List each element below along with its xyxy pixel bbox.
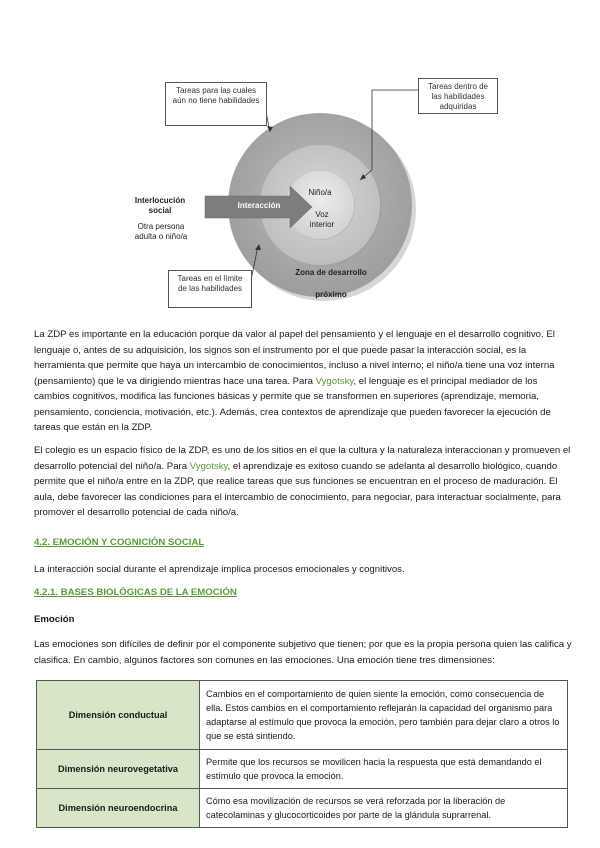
zone-label-line1: Zona de desarrollo: [295, 268, 367, 277]
callout-limit-tasks: Tareas en el límite de las habilidades: [168, 270, 252, 308]
zdp-diagram: [0, 70, 600, 320]
emotion-dimensions-table: [36, 680, 568, 828]
zone-label-line2: próximo: [315, 290, 347, 299]
interlocution-subtitle: Otra persona adulta o niño/a: [134, 222, 188, 241]
child-label: Niño/a: [308, 188, 332, 197]
paragraph-school-zdp-text-b: , el aprendizaje es exitoso cuando se adelanta al desarrollo biológico, cuando permite que el niño/a entre en la ZDP, que realice tareas que sus funciones se encuentran en el proceso de maduración. El aula, debe favorecer las condiciones para el intercambio de conocimiento, para negociar, para interactuar socialmente, para promover el desarrollo potencial de cada niño/a.: [34, 460, 561, 518]
paragraph-school-zdp-text-a: El colegio es un espacio físico de la ZDP, es uno de los sitios en el que la cultura y la naturaleza interaccionan y promueven el desarrollo potencial del niño/a. Para: [34, 445, 571, 472]
table-cell-key: Dimensión neuroendocrina: [37, 789, 200, 828]
table-row: [37, 789, 568, 828]
callout-acquired-tasks: Tareas dentro de las habilidades adquiridas: [418, 78, 498, 114]
section-heading-4-2-1: 4.2.1. BASES BIOLÓGICAS DE LA EMOCIÓN: [34, 587, 237, 598]
paragraph-zdp-importance-text-a: La ZDP es importante en la educación porque da valor al papel del pensamiento y el lenguaje en el desarrollo cognitivo. El lenguaje o, antes de su adquisición, los signos son el instrumento por el que puede pasar la interacción social, es la herramienta que permite que haya un intercambio de conocimientos, incluso a nivel interno; el niño/a tiene una voz interna (pensamiento) que le va dirigiendo mientras hace una tarea. Para: [34, 329, 555, 387]
paragraph-social-interaction: La interacción social durante el aprendizaje implica procesos emocionales y cognitivos.: [34, 564, 405, 575]
paragraph-zdp-importance: [34, 327, 574, 436]
table-row: [37, 681, 568, 750]
paragraph-school-zdp: [34, 443, 574, 521]
section-heading-4-2: 4.2. EMOCIÓN Y COGNICIÓN SOCIAL: [34, 537, 205, 548]
vygotsky-link[interactable]: Vygotsky: [189, 460, 228, 472]
table-cell-key: Dimensión neurovegetativa: [37, 750, 200, 789]
table-row: [37, 750, 568, 789]
table-cell-key: Dimensión conductual: [37, 681, 200, 750]
vygotsky-link[interactable]: Vygotsky: [315, 375, 354, 387]
table-cell-value: Cómo esa movilización de recursos se verá reforzada por la liberación de catecolaminas y glucocorticoides por parte de la glándula suprarrenal.: [200, 789, 568, 828]
table-cell-value: Permite que los recursos se movilicen hacia la respuesta que está demandando el estímulo que provoca la emoción.: [200, 750, 568, 789]
table-cell-value: Cambios en el comportamiento de quien siente la emoción, como consecuencia de ella. Estos cambios en el comportamiento reflejarán la capacidad del organismo para adaptarse al estímulo que provoca la emoción, pero también para dejar claro a otros lo que se está sintiendo.: [200, 681, 568, 750]
inner-voice-label: Voz interior: [309, 210, 335, 229]
subheading-emocion: Emoción: [34, 614, 75, 625]
callout-untaught-tasks: Tareas para las cuales aún no tiene habilidades: [165, 82, 267, 126]
paragraph-emotions-definition: Las emociones son difíciles de definir por el componente subjetivo que tienen; por que es la propia persona quien las califica y clasifica. En cambio, algunos factores son comunes en las emociones. Una emoción tiene tres dimensiones:: [34, 639, 572, 666]
arrow-label: Interacción: [237, 201, 281, 210]
paragraph-zdp-importance-text-b: , el lenguaje es el principal mediador de los cambios cognitivos, modifica las funciones básicas y permite que se transformen en superiores (aprendizaje, memoria, pensamiento, conciencia, motivación, etc.). Además, crea contextos de aprendizaje que pueden favorecer la ejecución de tareas que están en la ZDP.: [34, 375, 551, 433]
interlocution-title: Interlocución social: [134, 196, 186, 215]
